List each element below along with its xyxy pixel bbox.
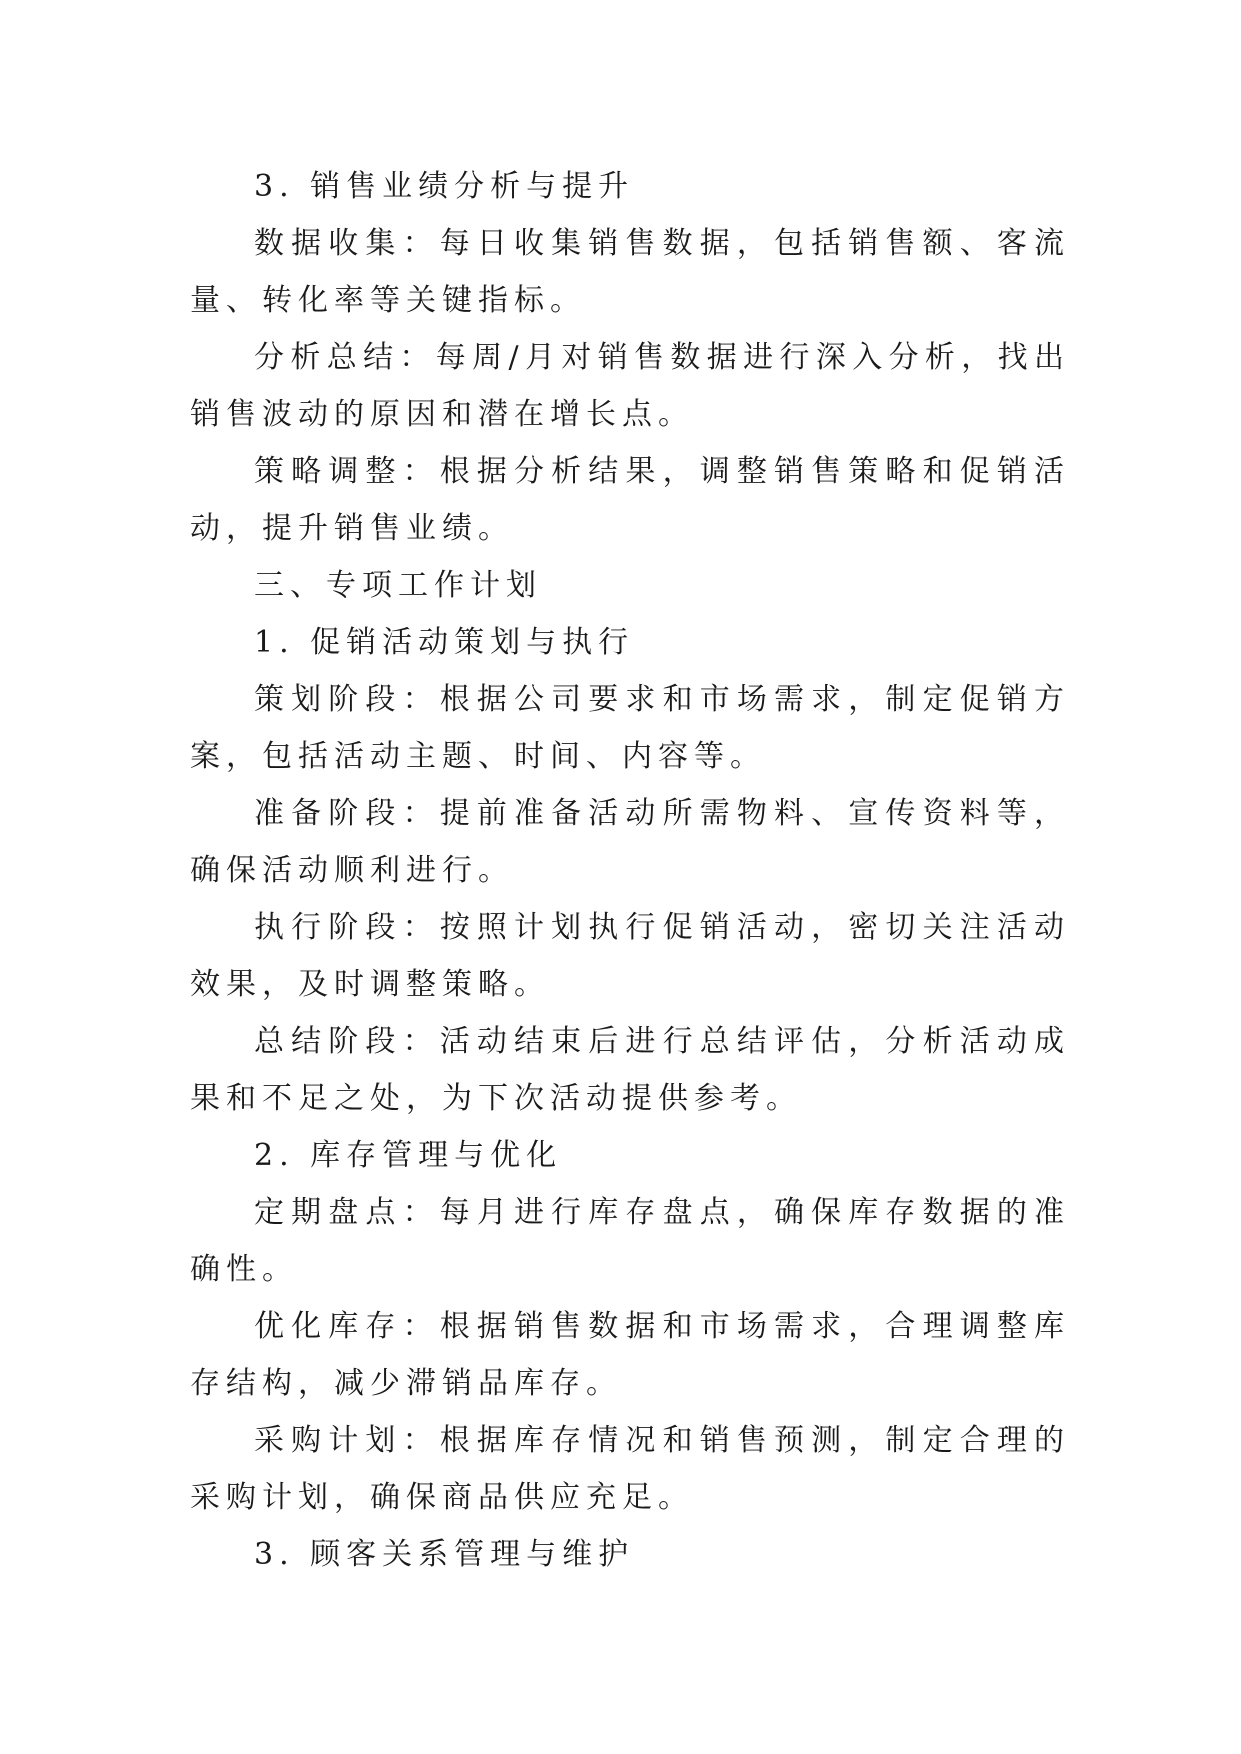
heading-special-work-plan: 三、专项工作计划 [254, 568, 542, 603]
paragraph-summary-stage: 总结阶段：活动结束后进行总结评估，分析活动成果和不足之处，为下次活动提供参考。 [190, 1024, 1070, 1116]
heading-customer-relations: 3. 顾客关系管理与维护 [254, 1537, 635, 1572]
paragraph-data-collection: 数据收集：每日收集销售数据，包括销售额、客流量、转化率等关键指标。 [190, 226, 1070, 318]
paragraph-preparation-stage: 准备阶段：提前准备活动所需物料、宣传资料等，确保活动顺利进行。 [190, 796, 1070, 888]
paragraph-strategy-adjustment: 策略调整：根据分析结果，调整销售策略和促销活动，提升销售业绩。 [190, 454, 1070, 546]
paragraph-execution-stage: 执行阶段：按照计划执行促销活动，密切关注活动效果，及时调整策略。 [190, 910, 1070, 1002]
heading-inventory-management: 2. 库存管理与优化 [254, 1138, 563, 1173]
paragraph-purchase-plan: 采购计划：根据库存情况和销售预测，制定合理的采购计划，确保商品供应充足。 [190, 1423, 1070, 1515]
paragraph-regular-stocktaking: 定期盘点：每月进行库存盘点，确保库存数据的准确性。 [190, 1195, 1070, 1287]
heading-sales-performance: 3. 销售业绩分析与提升 [254, 169, 635, 204]
paragraph-optimize-inventory: 优化库存：根据销售数据和市场需求，合理调整库存结构，减少滞销品库存。 [190, 1309, 1070, 1401]
heading-promotion-planning: 1. 促销活动策划与执行 [254, 625, 635, 660]
paragraph-planning-stage: 策划阶段：根据公司要求和市场需求，制定促销方案，包括活动主题、时间、内容等。 [190, 682, 1070, 774]
paragraph-analysis-summary: 分析总结：每周/月对销售数据进行深入分析，找出销售波动的原因和潜在增长点。 [190, 340, 1070, 432]
document-body [190, 158, 1070, 1583]
